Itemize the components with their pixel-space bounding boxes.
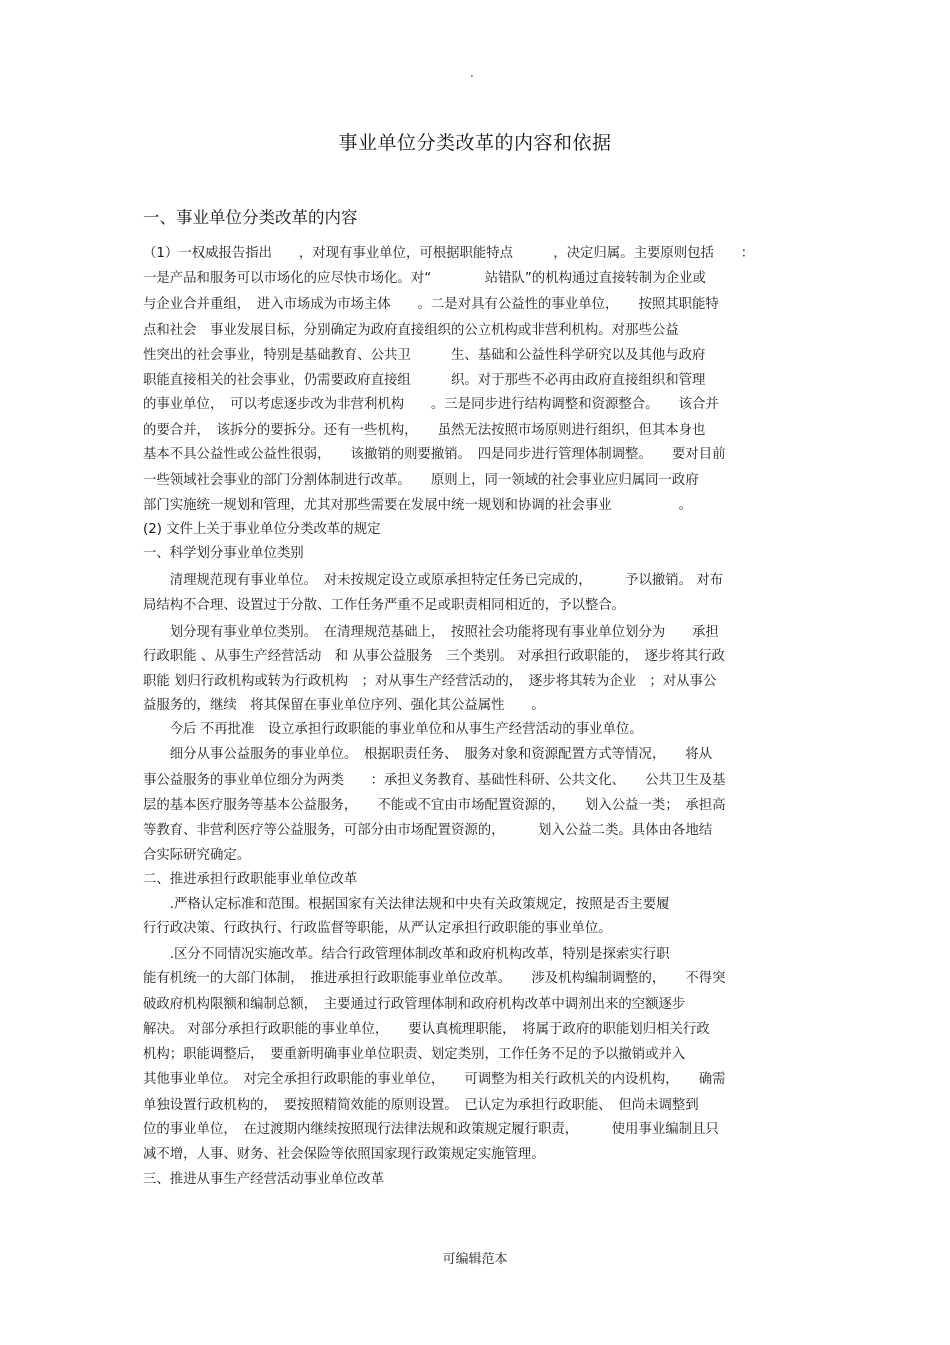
text-line: 位的事业单位， 在过渡期内继续按照现行法律法规和政策规定履行职责， 使用事业编制且只 — [143, 1122, 719, 1137]
text-line: （1）一权威报告指出 ，对现有事业单位，可根据职能特点 ，决定归属。主要原则包括 ： — [143, 246, 755, 261]
text-line: 划分现有事业单位类别。 在清理规范基础上， 按照社会功能将现有事业单位划分为 承担 — [143, 625, 719, 640]
text-line: 解决。 对部分承担行政职能的事业单位， 要认真梳理职能， 将属于政府的职能划归相关行政 — [143, 1022, 710, 1037]
text-line: 合实际研究确定。 — [143, 848, 251, 863]
text-line: 一是产品和服务可以市场化的应尽快市场化。对“ 站错队”的机构通过直接转制为企业或 — [143, 271, 706, 286]
text-line: (2) 文件上关于事业单位分类改革的规定 — [143, 522, 381, 537]
document-title: 事业单位分类改革的内容和依据 — [338, 132, 612, 154]
text-line: 三、推进从事生产经营活动事业单位改革 — [143, 1172, 385, 1187]
text-line: 职能 划归行政机构或转为行政机构 ；对从事生产经营活动的， 逐步将其转为企业 ；对从事公 — [143, 674, 717, 689]
text-line: 的事业单位， 可以考虑逐步改为非营利机构 。三是同步进行结构调整和资源整合。 该合并 — [143, 397, 719, 412]
text-line: .严格认定标准和范围。根据国家有关法律法规和中央有关政策规定，按照是否主要履 — [143, 897, 670, 912]
text-line: 的要合并， 该拆分的要拆分。还有一些机构， 虽然无法按照市场原则进行组织，但其本身也 — [143, 423, 706, 438]
text-line: 其他事业单位。 对完全承担行政职能的事业单位， 可调整为相关行政机关的内设机构， 确需 — [143, 1072, 726, 1087]
text-line: 一些领域社会事业的部门分割体制进行改革。 原则上，同一领域的社会事业应归属同一政府 — [143, 473, 699, 488]
text-line: 事公益服务的事业单位细分为两类 ：承担义务教育、基础性科研、公共文化、 公共卫生及基 — [143, 773, 726, 788]
section-heading: 一、事业单位分类改革的内容 — [143, 208, 358, 227]
text-line: 机构；职能调整后， 要重新明确事业单位职责、划定类别，工作任务不足的予以撤销或并入 — [143, 1047, 686, 1062]
text-line: 基本不具公益性或公益性很弱， 该撤销的则要撤销。 四是同步进行管理体制调整。 要对目前 — [143, 447, 726, 462]
text-line: 益服务的，继续 将其保留在事业单位序列、强化其公益属性 。 — [143, 698, 545, 713]
text-line: 今后 不再批准 设立承担行政职能的事业单位和从事生产经营活动的事业单位。 — [143, 722, 643, 737]
text-line: 等教育、非营利医疗等公益服务，可部分由市场配置资源的， 划入公益二类。具体由各地结 — [143, 823, 713, 838]
text-line: 能有机统一的大部门体制， 推进承担行政职能事业单位改革。 涉及机构编制调整的， 不得突 — [143, 971, 726, 986]
text-line: 行政职能 、从事生产经营活动 和 从事公益服务 三个类别。 对承担行政职能的， 逐步将其行政 — [143, 649, 725, 664]
text-line: 部门实施统一规划和管理，尤其对那些需要在发展中统一规划和协调的社会事业 。 — [143, 498, 693, 513]
text-line: 职能直接相关的社会事业，仍需要政府直接组 织。对于那些不必再由政府直接组织和管理 — [143, 373, 706, 388]
text-line: 一、科学划分事业单位类别 — [143, 546, 304, 561]
text-line: 二、推进承担行政职能事业单位改革 — [143, 872, 358, 887]
text-line: 局结构不合理、设置过于分散、工作任务严重不足或职责相同相近的，予以整合。 — [143, 598, 626, 613]
text-line: 减不增，人事、财务、社会保险等依照国家现行政策规定实施管理。 — [143, 1147, 545, 1162]
header-dot: . — [470, 66, 474, 80]
text-line: 层的基本医疗服务等基本公益服务， 不能或不宜由市场配置资源的， 划入公益一类； 承担高 — [143, 798, 726, 813]
text-line: 性突出的社会事业，特别是基础教育、公共卫 生、基础和公益性科学研究以及其他与政府 — [143, 348, 706, 363]
text-line: 破政府机构限额和编制总额， 主要通过行政管理体制和政府机构改革中调剂出来的空额逐步 — [143, 997, 686, 1012]
text-line: 单独设置行政机构的， 要按照精简效能的原则设置。 已认定为承担行政职能、 但尚未调整到 — [143, 1098, 699, 1113]
text-line: 细分从事公益服务的事业单位。 根据职责任务、 服务对象和资源配置方式等情况， 将从 — [143, 747, 713, 762]
text-line: 点和社会 事业发展目标，分别确定为政府直接组织的公立机构或非营利机构。对那些公益 — [143, 323, 679, 338]
text-line: .区分不同情况实施改革。结合行政管理体制改革和政府机构改革，特别是探索实行职 — [143, 947, 670, 962]
text-line: 清理规范现有事业单位。 对未按规定设立或原承担特定任务已完成的， 予以撤销。 对布 — [143, 573, 724, 588]
text-line: 与企业合并重组， 进入市场成为市场主体 。二是对具有公益性的事业单位， 按照其职能特 — [143, 297, 719, 312]
text-line: 行行政决策、行政执行、行政监督等职能，从严认定承担行政职能的事业单位。 — [143, 921, 612, 936]
footer-text: 可编辑范本 — [442, 1252, 508, 1267]
